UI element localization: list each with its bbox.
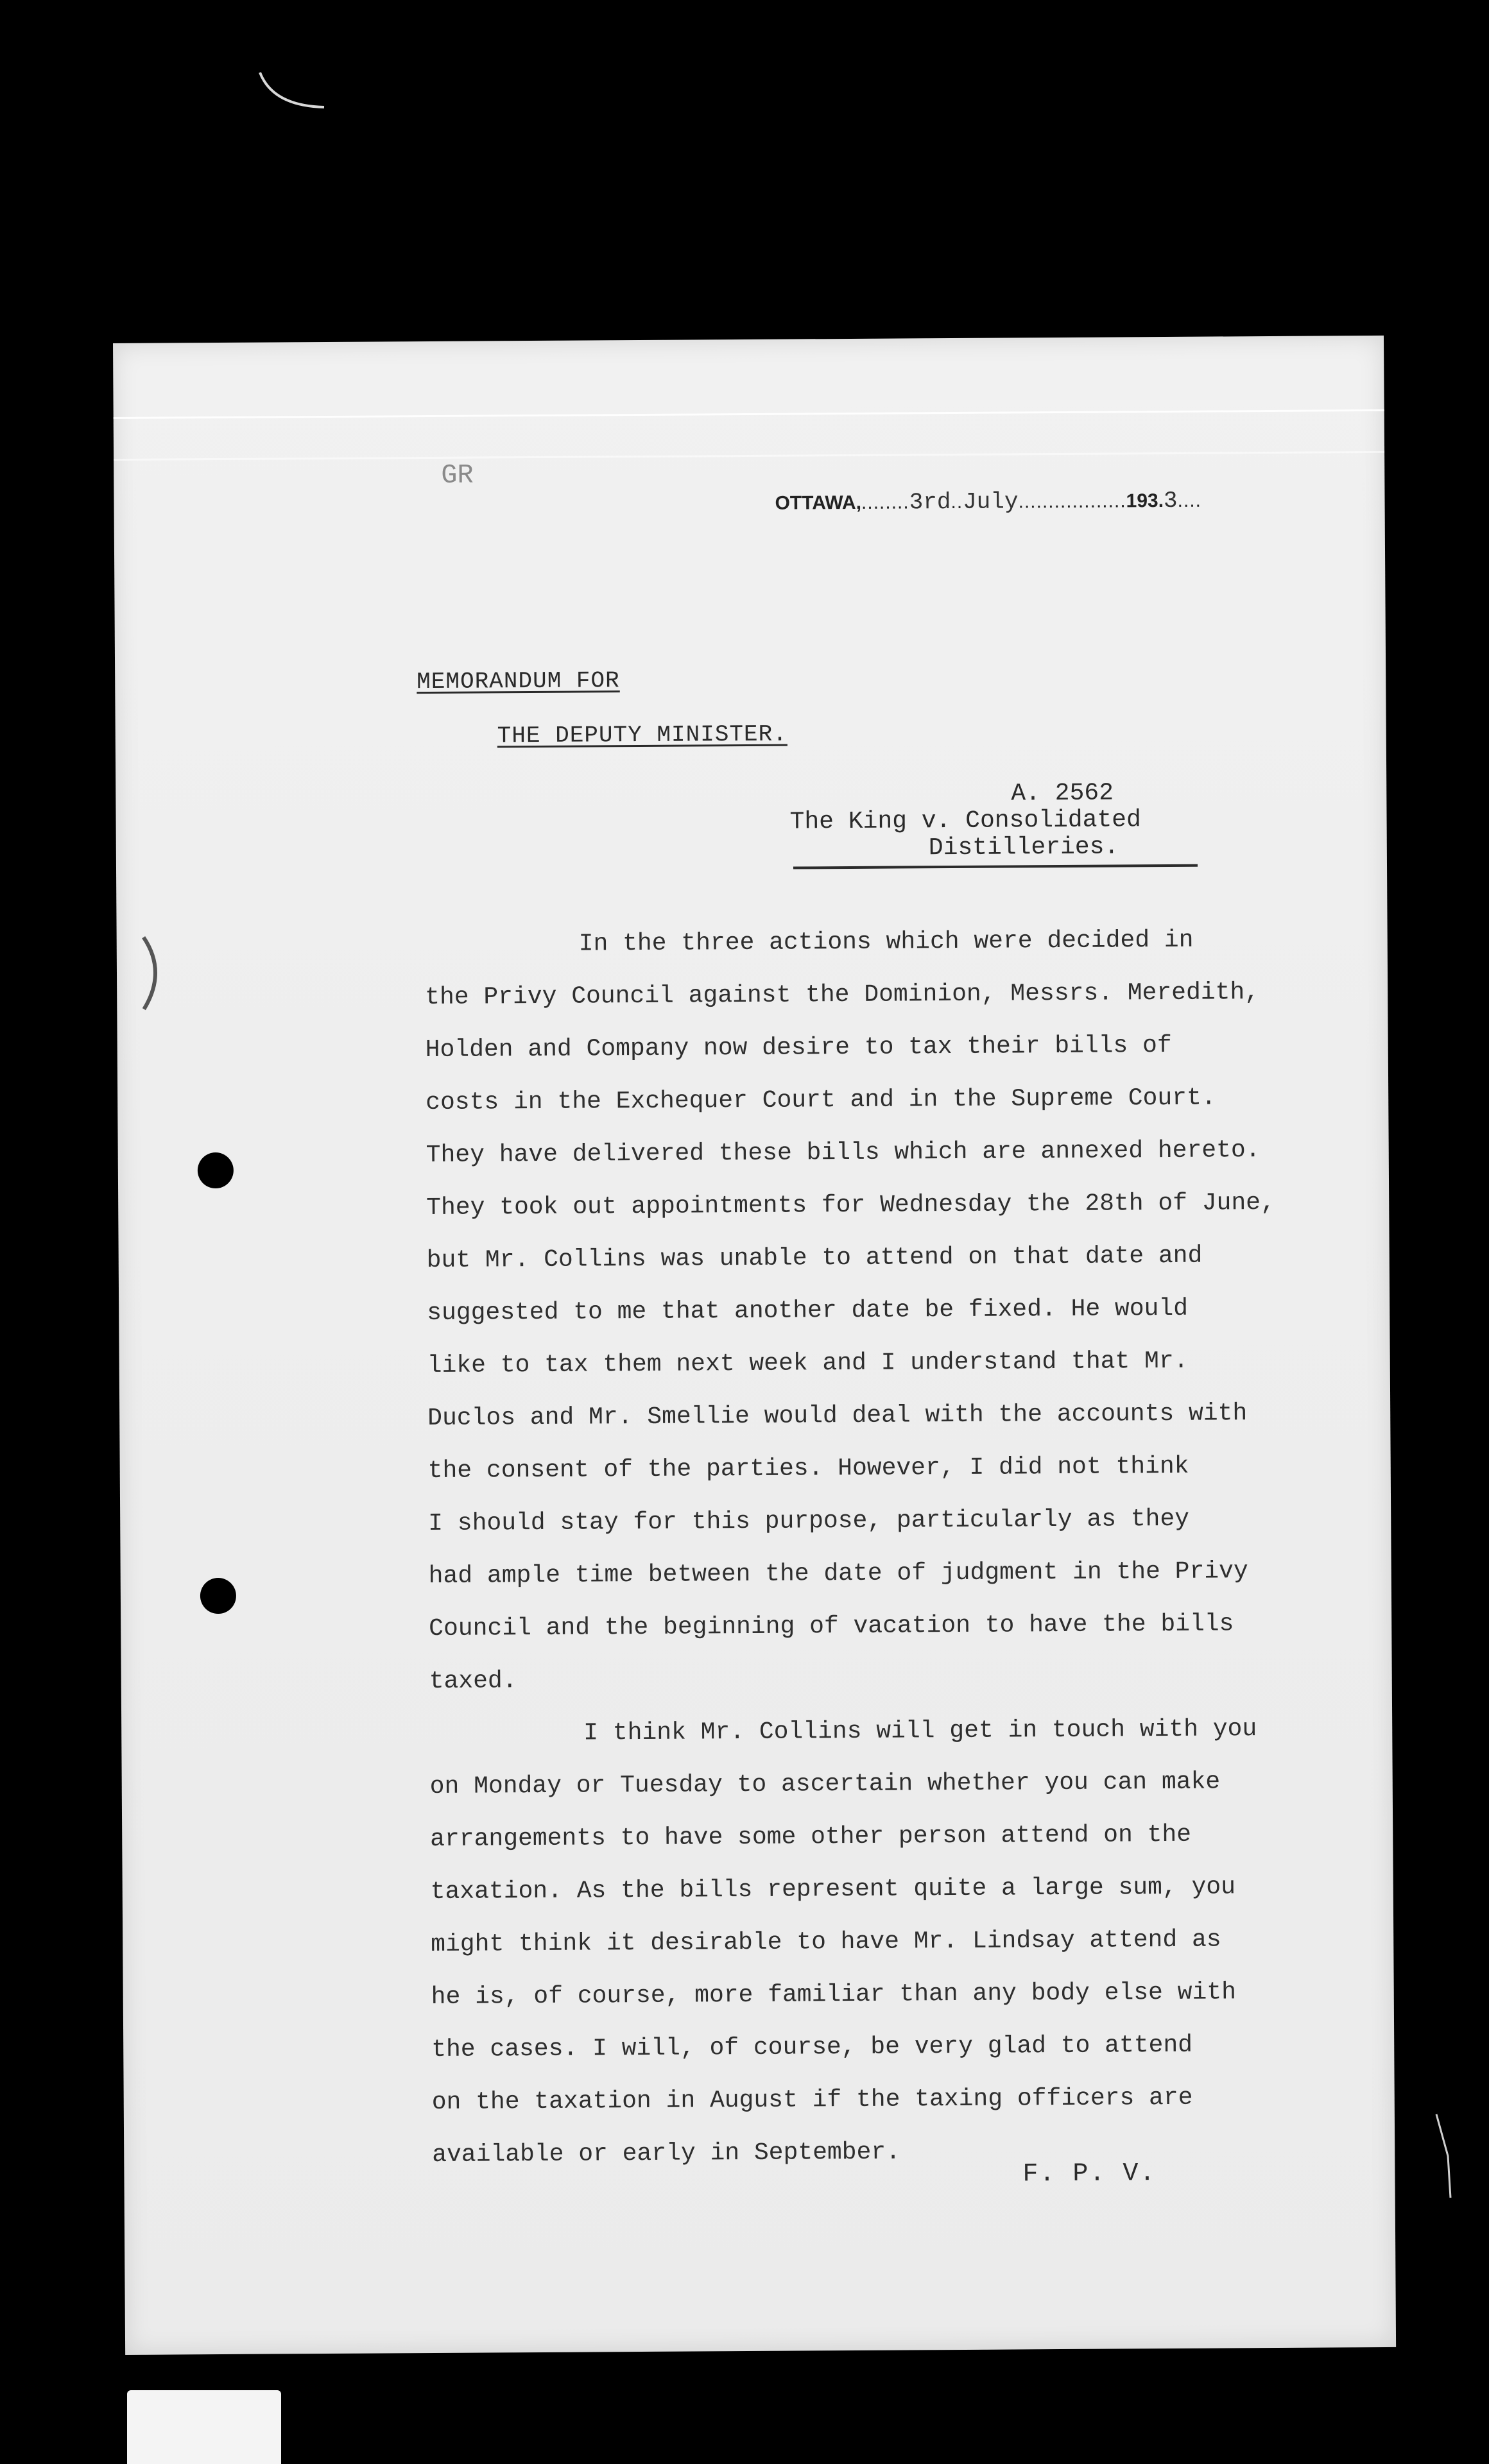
dateline-day: 3rd	[909, 489, 951, 516]
text-line: like to tax them next week and I understand that Mr.	[427, 1347, 1189, 1380]
dateline-dots: ..	[951, 491, 963, 513]
text-line: Duclos and Mr. Smellie would deal with the accounts with	[427, 1399, 1248, 1433]
text-line: suggested to me that another date be fixed. He would	[427, 1294, 1189, 1328]
text-line: might think it desirable to have Mr. Lindsay attend as	[431, 1926, 1221, 1959]
text-line: he is, of course, more familiar than any body else with	[431, 1978, 1237, 2012]
index-tab	[127, 2390, 281, 2464]
case-title-line: The King v. Consolidated	[789, 806, 1141, 836]
case-file-number: A. 2562	[1011, 779, 1114, 808]
memo-heading: MEMORANDUM FOR	[417, 667, 620, 696]
text-line: They have delivered these bills which are annexed hereto.	[426, 1136, 1261, 1170]
text-line: taxed.	[429, 1667, 517, 1696]
case-reference	[789, 780, 1141, 862]
signature-initials: F. P. V.	[1022, 2159, 1157, 2189]
text-line: taxation. As the bills represent quite a large sum, you	[430, 1873, 1236, 1906]
text-line: had ample time between the date of judgment in the Privy	[428, 1557, 1248, 1591]
text-line: In the three actions which were decided in	[578, 926, 1194, 958]
dateline-year-suffix: 3	[1163, 487, 1178, 515]
text-line: on Monday or Tuesday to ascertain whether you can make	[429, 1768, 1221, 1801]
dateline-dots: ....	[1177, 490, 1202, 511]
text-line: available or early in September.	[432, 2138, 901, 2169]
memo-page	[113, 336, 1396, 2355]
text-line: Council and the beginning of vacation to have the bills	[429, 1610, 1234, 1643]
text-line: I think Mr. Collins will get in touch with you	[583, 1715, 1257, 1747]
case-title-line: Distilleries.	[928, 833, 1119, 862]
typist-initials: GR	[441, 459, 474, 491]
memo-body	[424, 913, 1363, 2182]
case-underline	[793, 864, 1198, 869]
dateline-month: July	[963, 488, 1019, 515]
scan-curl-mark	[254, 67, 337, 119]
text-line: the cases. I will, of course, be very glad to attend	[431, 2031, 1193, 2064]
text-line: I should stay for this purpose, particularly as they	[428, 1505, 1190, 1538]
scan-edge-mark	[1431, 2111, 1457, 2201]
text-line: They took out appointments for Wednesday the 28th of June,	[426, 1188, 1275, 1222]
paragraph	[424, 913, 1359, 1708]
text-line: the Privy Council against the Dominion, Messrs. Meredith,	[425, 979, 1260, 1012]
dateline	[775, 486, 1339, 516]
text-line: the consent of the parties. However, I did not think	[427, 1452, 1189, 1485]
paragraph	[429, 1702, 1363, 2182]
dateline-city: OTTAWA,	[775, 492, 862, 514]
text-line: Holden and Company now desire to tax their bills of	[425, 1031, 1172, 1065]
memo-addressee: THE DEPUTY MINISTER.	[497, 721, 788, 749]
fold-line	[114, 451, 1384, 461]
dateline-year-prefix: 193.	[1126, 490, 1164, 512]
text-line: but Mr. Collins was unable to attend on that date and	[426, 1242, 1203, 1275]
text-line: on the taxation in August if the taxing officers are	[431, 2083, 1193, 2117]
fold-line	[114, 409, 1384, 419]
dateline-dots: ........	[861, 492, 909, 513]
text-line: arrangements to have some other person attend on the	[430, 1820, 1192, 1854]
punch-hole	[198, 1152, 234, 1188]
punch-hole	[200, 1578, 236, 1614]
margin-bracket-mark	[136, 933, 175, 1016]
text-line: costs in the Exchequer Court and in the Supreme Court.	[426, 1084, 1216, 1117]
dateline-dots: ..................	[1018, 490, 1126, 513]
